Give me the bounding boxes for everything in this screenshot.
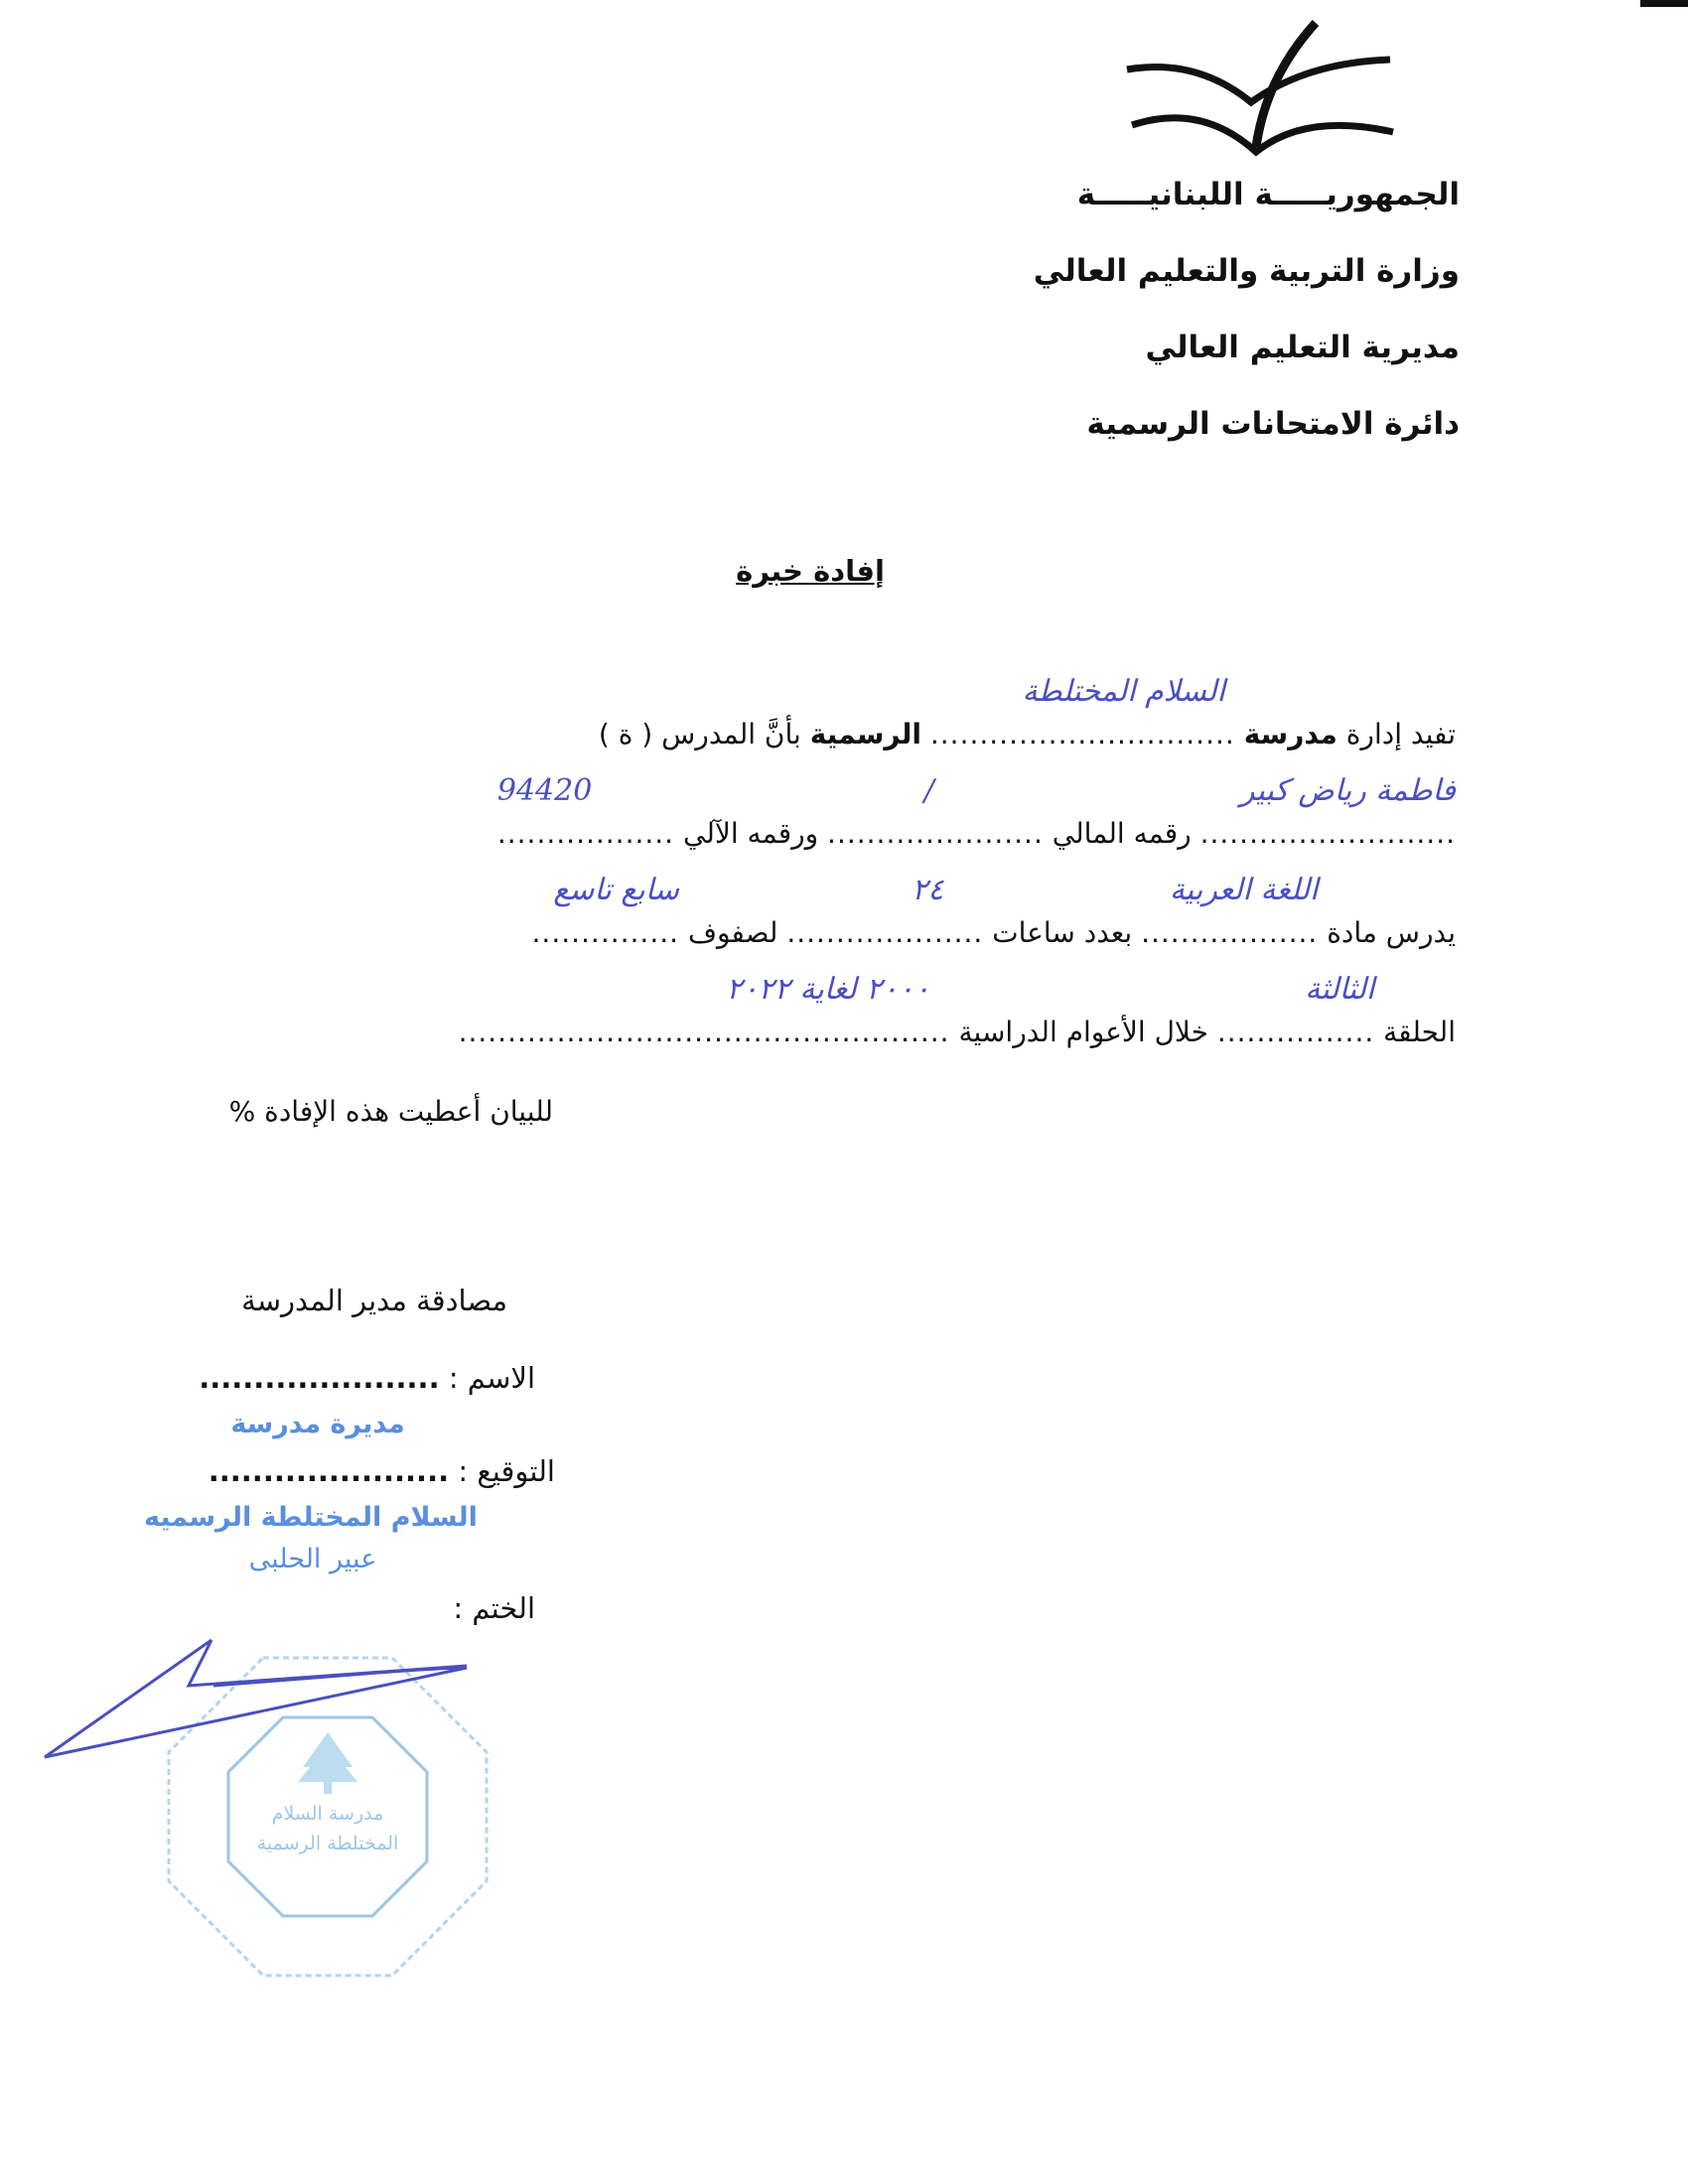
name-label: الاسم : — [448, 1361, 535, 1395]
approval-heading: مصادقة مدير المدرسة — [241, 1284, 507, 1317]
dotted-leader: .................. — [496, 817, 675, 850]
handwritten-auto-number: 94420 — [496, 773, 593, 808]
signature-label: التوقيع : — [458, 1454, 555, 1488]
financial-number-field — [827, 773, 1044, 854]
dotted-leader: .................. — [1141, 916, 1319, 949]
stamp-line-2: السلام المختلطة الرسميه — [144, 1502, 478, 1533]
header-ministry: وزارة التربية والتعليم العالي — [1033, 253, 1460, 289]
signature-label-row — [209, 1451, 555, 1491]
handwritten-hours: ٢٤ — [912, 873, 944, 907]
hours-field — [786, 873, 984, 953]
dotted-leader: .......................... — [1199, 817, 1456, 850]
stamp-line-1: مديرة مدرسة — [230, 1409, 405, 1439]
handwritten-school: السلام المختلطة — [1022, 674, 1225, 709]
school-field — [929, 674, 1235, 754]
signature-scribble — [30, 1628, 487, 1787]
subject-field — [1141, 873, 1319, 953]
body-line-3 — [531, 873, 1456, 953]
body-line-2 — [496, 773, 1456, 854]
years-field — [458, 972, 950, 1052]
handwritten-grades: سابع تاسع — [553, 873, 680, 907]
name-field — [1199, 773, 1456, 854]
document-title: إفادة خبرة — [736, 554, 885, 588]
scan-edge-mark — [1640, 0, 1688, 7]
seal-text-1: مدرسة السلام — [271, 1803, 384, 1825]
text: الحلقة — [1383, 1016, 1456, 1048]
grades-field — [531, 873, 680, 953]
text: بعدد ساعات — [992, 916, 1133, 949]
seal-text-2: المختلطة الرسمية — [256, 1833, 399, 1854]
dotted-leader: .................... — [786, 916, 984, 949]
text: تفيد إدارة — [1345, 718, 1456, 751]
handwritten-years: ٢٠٠٠ لغاية ٢٠٢٢ — [726, 972, 930, 1007]
auto-number-field — [496, 773, 675, 854]
text: ورقمه الآلي — [682, 817, 819, 850]
text: مدرسة — [1243, 718, 1337, 751]
ministry-logo-icon — [1117, 18, 1405, 162]
seal-label: الختم : — [453, 1591, 535, 1625]
handwritten-subject: اللغة العربية — [1169, 873, 1319, 907]
text: رقمه المالي — [1052, 817, 1192, 850]
dotted-leader: ............... — [531, 916, 680, 949]
dotted-leader: .................................................. — [458, 1016, 950, 1048]
header-department: دائرة الامتحانات الرسمية — [1086, 406, 1460, 442]
dotted-leader: ............................... — [929, 718, 1235, 751]
header-republic: الجمهوريـــــة اللبنانيـــــة — [1076, 177, 1460, 212]
dotted-leader: ...................... — [199, 1361, 440, 1395]
dotted-leader: ................ — [1216, 1016, 1375, 1048]
text: خلال الأعوام الدراسية — [958, 1016, 1208, 1048]
text: الرسمية — [809, 718, 921, 751]
text: بأنَّ المدرس ( ة ) — [598, 718, 801, 751]
body-line-4 — [458, 972, 1456, 1052]
cycle-field — [1216, 972, 1375, 1052]
handwritten-cycle: الثالثة — [1305, 972, 1375, 1007]
statement: للبيان أعطيت هذه الإفادة % — [228, 1095, 553, 1128]
text: لصفوف — [687, 916, 778, 949]
handwritten-financial: / — [923, 773, 934, 808]
header-directorate: مديرية التعليم العالي — [1145, 330, 1460, 365]
body-line-1 — [598, 674, 1456, 754]
text: يدرس مادة — [1327, 916, 1456, 949]
dotted-leader: ...................... — [827, 817, 1044, 850]
name-label-row — [199, 1358, 535, 1398]
handwritten-name: فاطمة رياض كبير — [1239, 773, 1456, 808]
dotted-leader: ...................... — [208, 1454, 450, 1488]
stamp-line-3: عبير الحلبى — [248, 1544, 377, 1574]
